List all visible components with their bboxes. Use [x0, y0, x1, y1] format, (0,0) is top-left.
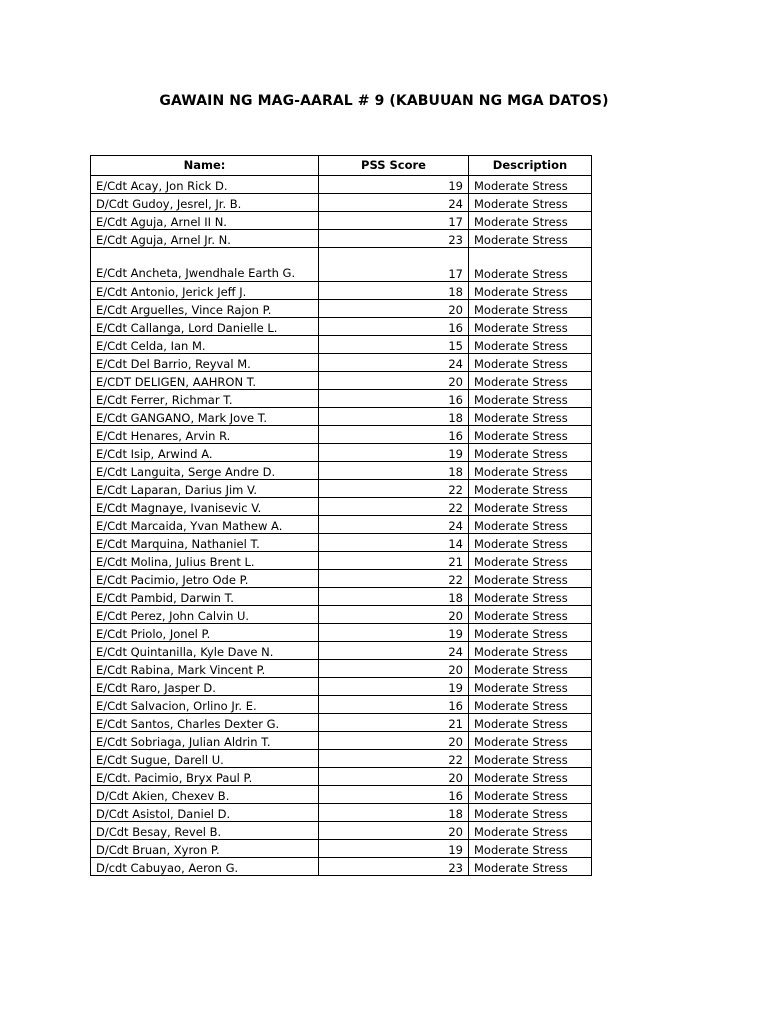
description-cell: Moderate Stress — [469, 176, 592, 194]
pss-score-cell: 20 — [319, 768, 469, 786]
description-cell: Moderate Stress — [469, 714, 592, 732]
pss-score-cell: 20 — [319, 300, 469, 318]
description-cell: Moderate Stress — [469, 248, 592, 282]
pss-score-cell: 22 — [319, 480, 469, 498]
table-row — [91, 390, 592, 408]
pss-score-cell: 22 — [319, 498, 469, 516]
pss-score-cell: 18 — [319, 804, 469, 822]
name-cell: E/Cdt Aguja, Arnel Jr. N. — [91, 230, 319, 248]
pss-score-cell: 18 — [319, 282, 469, 300]
name-cell: E/CDT DELIGEN, AAHRON T. — [91, 372, 319, 390]
table-row — [91, 534, 592, 552]
description-cell: Moderate Stress — [469, 354, 592, 372]
description-cell: Moderate Stress — [469, 480, 592, 498]
table-row — [91, 248, 592, 282]
description-cell: Moderate Stress — [469, 570, 592, 588]
name-cell: E/Cdt Callanga, Lord Danielle L. — [91, 318, 319, 336]
pss-score-cell: 16 — [319, 318, 469, 336]
name-cell: E/Cdt Magnaye, Ivanisevic V. — [91, 498, 319, 516]
description-cell: Moderate Stress — [469, 498, 592, 516]
table-row — [91, 570, 592, 588]
table-body — [91, 176, 592, 876]
table-row — [91, 678, 592, 696]
description-cell: Moderate Stress — [469, 588, 592, 606]
table-row — [91, 194, 592, 212]
description-cell: Moderate Stress — [469, 516, 592, 534]
pss-score-cell: 14 — [319, 534, 469, 552]
pss-score-cell: 22 — [319, 570, 469, 588]
pss-score-cell: 20 — [319, 732, 469, 750]
description-cell: Moderate Stress — [469, 462, 592, 480]
pss-score-cell: 16 — [319, 390, 469, 408]
name-cell: E/Cdt Antonio, Jerick Jeff J. — [91, 282, 319, 300]
pss-score-cell: 21 — [319, 714, 469, 732]
table-row — [91, 732, 592, 750]
name-cell: E/Cdt Marcaida, Yvan Mathew A. — [91, 516, 319, 534]
description-cell: Moderate Stress — [469, 426, 592, 444]
table-row — [91, 822, 592, 840]
description-cell: Moderate Stress — [469, 822, 592, 840]
name-cell: E/Cdt Acay, Jon Rick D. — [91, 176, 319, 194]
pss-score-cell: 23 — [319, 858, 469, 876]
table-row — [91, 768, 592, 786]
table-row — [91, 318, 592, 336]
pss-score-cell: 24 — [319, 194, 469, 212]
table-row — [91, 840, 592, 858]
name-cell: E/Cdt Molina, Julius Brent L. — [91, 552, 319, 570]
pss-score-cell: 18 — [319, 588, 469, 606]
name-cell: E/Cdt Rabina, Mark Vincent P. — [91, 660, 319, 678]
name-cell: D/Cdt Besay, Revel B. — [91, 822, 319, 840]
name-cell: E/Cdt. Pacimio, Bryx Paul P. — [91, 768, 319, 786]
pss-score-cell: 22 — [319, 750, 469, 768]
pss-score-cell: 20 — [319, 822, 469, 840]
name-cell: E/Cdt Marquina, Nathaniel T. — [91, 534, 319, 552]
page-title: GAWAIN NG MAG-AARAL # 9 (KABUUAN NG MGA DATOS) — [159, 93, 609, 109]
table-row — [91, 858, 592, 876]
table-row — [91, 804, 592, 822]
name-cell: E/Cdt GANGANO, Mark Jove T. — [91, 408, 319, 426]
table-row — [91, 588, 592, 606]
name-cell: E/Cdt Priolo, Jonel P. — [91, 624, 319, 642]
pss-score-cell: 19 — [319, 624, 469, 642]
description-cell: Moderate Stress — [469, 300, 592, 318]
description-cell: Moderate Stress — [469, 732, 592, 750]
name-cell: E/Cdt Henares, Arvin R. — [91, 426, 319, 444]
pss-score-cell: 19 — [319, 444, 469, 462]
description-cell: Moderate Stress — [469, 642, 592, 660]
pss-score-cell: 18 — [319, 408, 469, 426]
description-cell: Moderate Stress — [469, 372, 592, 390]
table-row — [91, 336, 592, 354]
name-cell: E/Cdt Arguelles, Vince Rajon P. — [91, 300, 319, 318]
description-cell: Moderate Stress — [469, 282, 592, 300]
pss-score-cell: 21 — [319, 552, 469, 570]
table-row — [91, 480, 592, 498]
name-cell: E/Cdt Salvacion, Orlino Jr. E. — [91, 696, 319, 714]
name-cell: D/Cdt Bruan, Xyron P. — [91, 840, 319, 858]
pss-score-cell: 16 — [319, 786, 469, 804]
name-cell: E/Cdt Santos, Charles Dexter G. — [91, 714, 319, 732]
pss-score-cell: 24 — [319, 354, 469, 372]
table-row — [91, 230, 592, 248]
table-row — [91, 552, 592, 570]
description-cell: Moderate Stress — [469, 212, 592, 230]
pss-score-cell: 17 — [319, 248, 469, 282]
name-cell: D/Cdt Gudoy, Jesrel, Jr. B. — [91, 194, 319, 212]
pss-score-cell: 17 — [319, 212, 469, 230]
pss-score-cell: 24 — [319, 642, 469, 660]
name-cell: E/Cdt Celda, Ian M. — [91, 336, 319, 354]
description-cell: Moderate Stress — [469, 624, 592, 642]
table-row — [91, 714, 592, 732]
pss-score-cell: 15 — [319, 336, 469, 354]
description-cell: Moderate Stress — [469, 318, 592, 336]
table-row — [91, 498, 592, 516]
description-cell: Moderate Stress — [469, 786, 592, 804]
name-cell: E/Cdt Raro, Jasper D. — [91, 678, 319, 696]
description-cell: Moderate Stress — [469, 408, 592, 426]
pss-score-cell: 16 — [319, 426, 469, 444]
description-cell: Moderate Stress — [469, 750, 592, 768]
table-row — [91, 642, 592, 660]
name-cell: E/Cdt Sugue, Darell U. — [91, 750, 319, 768]
pss-score-cell: 18 — [319, 462, 469, 480]
description-cell: Moderate Stress — [469, 390, 592, 408]
pss-score-cell: 24 — [319, 516, 469, 534]
table-header-row — [91, 156, 592, 176]
table-row — [91, 786, 592, 804]
table-row — [91, 408, 592, 426]
table-row — [91, 696, 592, 714]
name-cell: E/Cdt Ferrer, Richmar T. — [91, 390, 319, 408]
column-header-name: Name: — [91, 156, 319, 176]
name-cell: E/Cdt Languita, Serge Andre D. — [91, 462, 319, 480]
description-cell: Moderate Stress — [469, 840, 592, 858]
table-row — [91, 282, 592, 300]
description-cell: Moderate Stress — [469, 552, 592, 570]
table-row — [91, 300, 592, 318]
table-row — [91, 660, 592, 678]
table-row — [91, 516, 592, 534]
pss-score-table — [90, 155, 592, 876]
name-cell: E/Cdt Del Barrio, Reyval M. — [91, 354, 319, 372]
description-cell: Moderate Stress — [469, 660, 592, 678]
table-row — [91, 444, 592, 462]
table-row — [91, 354, 592, 372]
column-header-pss-score: PSS Score — [319, 156, 469, 176]
pss-score-cell: 19 — [319, 840, 469, 858]
name-cell: D/Cdt Akien, Chexev B. — [91, 786, 319, 804]
description-cell: Moderate Stress — [469, 606, 592, 624]
column-header-description: Description — [469, 156, 592, 176]
pss-score-cell: 20 — [319, 606, 469, 624]
description-cell: Moderate Stress — [469, 336, 592, 354]
table-row — [91, 624, 592, 642]
description-cell: Moderate Stress — [469, 678, 592, 696]
description-cell: Moderate Stress — [469, 444, 592, 462]
pss-score-cell: 20 — [319, 660, 469, 678]
description-cell: Moderate Stress — [469, 858, 592, 876]
name-cell: E/Cdt Laparan, Darius Jim V. — [91, 480, 319, 498]
pss-score-cell: 19 — [319, 678, 469, 696]
table-row — [91, 212, 592, 230]
table-row — [91, 606, 592, 624]
description-cell: Moderate Stress — [469, 768, 592, 786]
table-row — [91, 426, 592, 444]
name-cell: E/Cdt Sobriaga, Julian Aldrin T. — [91, 732, 319, 750]
table-row — [91, 462, 592, 480]
table-row — [91, 750, 592, 768]
name-cell: D/Cdt Asistol, Daniel D. — [91, 804, 319, 822]
description-cell: Moderate Stress — [469, 696, 592, 714]
name-cell: E/Cdt Ancheta, Jwendhale Earth G. — [91, 248, 319, 282]
description-cell: Moderate Stress — [469, 804, 592, 822]
pss-score-cell: 19 — [319, 176, 469, 194]
name-cell: E/Cdt Quintanilla, Kyle Dave N. — [91, 642, 319, 660]
name-cell: E/Cdt Isip, Arwind A. — [91, 444, 319, 462]
description-cell: Moderate Stress — [469, 534, 592, 552]
name-cell: D/cdt Cabuyao, Aeron G. — [91, 858, 319, 876]
pss-score-cell: 16 — [319, 696, 469, 714]
table-row — [91, 176, 592, 194]
name-cell: E/Cdt Perez, John Calvin U. — [91, 606, 319, 624]
description-cell: Moderate Stress — [469, 230, 592, 248]
description-cell: Moderate Stress — [469, 194, 592, 212]
name-cell: E/Cdt Pambid, Darwin T. — [91, 588, 319, 606]
pss-score-cell: 23 — [319, 230, 469, 248]
pss-score-cell: 20 — [319, 372, 469, 390]
table-row — [91, 372, 592, 390]
name-cell: E/Cdt Pacimio, Jetro Ode P. — [91, 570, 319, 588]
name-cell: E/Cdt Aguja, Arnel II N. — [91, 212, 319, 230]
